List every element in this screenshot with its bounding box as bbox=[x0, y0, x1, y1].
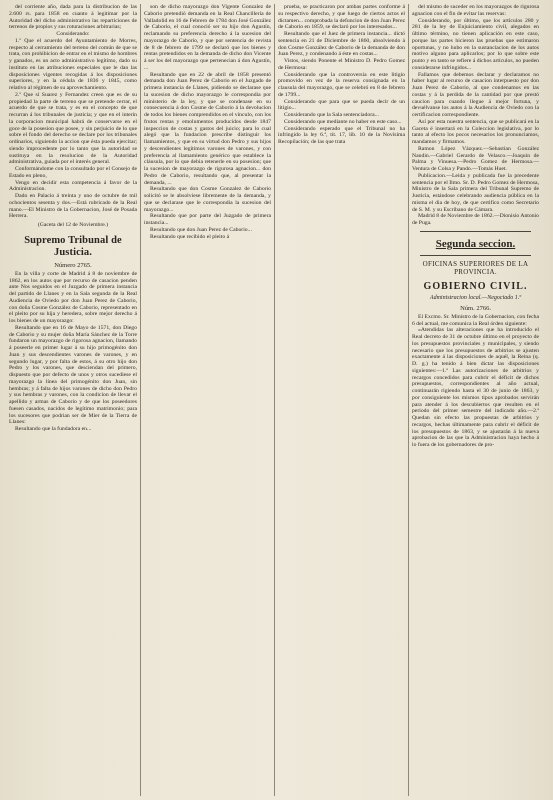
gazette-reference: (Gaceta del 12 de Noviembre.) bbox=[37, 222, 109, 228]
divider bbox=[420, 231, 531, 232]
paragraph: Resultando que el Juez de primera instancia... dictó sentencia en 21 de Diciembre de 1860, absolviendo á don Cosme González de Caborio de la demanda de don Juan Perez, y condenando á éste en costas... bbox=[278, 31, 405, 58]
paragraph: Considerando que mediante no haber en este caso... bbox=[284, 118, 402, 125]
paragraph: prueba, se practicaron por ambas partes conforme á su respectivo derecho, y que luego de ciertos actos el dictamen... comprobada la defuncion de don Juan Perez de Caborio en 1859, se declaró por los interesados... bbox=[278, 4, 405, 31]
paragraph: Considerando esperado que el Tribunal no ha infringido la ley 6.ª, tít. 17, lib. 10 de la Novísima Recopilación; de las que trata bbox=[278, 125, 405, 145]
paragraph: Resultando que don Cosme Gonzalez de Caborio solicitó se le absolviese libremente de la demanda, y que se declarase que le correspondia la sucesion del mayorazgo... bbox=[144, 186, 271, 213]
subsection-heading: OFICINAS SUPERIORES DE LA PROVINCIA. bbox=[422, 259, 529, 277]
paragraph: Publicacion.—Leida y publicada fue la precedente sentencia por el Ilmo. Sr. D. Pedro Gomez de Hermosa, Ministro de la Sala primera del Tribunal Supremo de Justicia, estándose celebrando audiencia pública en la misma el dia de hoy, de que certifico como Secretario de S. M. y su Escribano de Cámara. bbox=[412, 172, 539, 213]
paragraph: Dado en Palacio á treinta y uno de octubre de mil ochocientos sesenta y dos.—Está rubricado de la Real mano.—El Ministro de la Gobernacion, José de Posada Herrera. bbox=[9, 193, 137, 220]
paragraph: Vistos, siendo Ponente el Ministro D. Pedro Gomez de Hermosa: bbox=[278, 58, 405, 71]
paragraph: El Excmo. Sr. Ministro de la Gobernacion, con fecha 6 del actual, me comunica la Real órden siguiente: bbox=[412, 313, 539, 327]
column-3 bbox=[274, 4, 408, 796]
paragraph: «Atendidas las alteraciones que ha introducido el Real decreto de 31 de octubre último en el proyecto de los presupuestos provinciales y municipales, y siendo necesario que los presupuestos de arbitrios se ajusten exactamente á las disposiciones de aquél, la Reina (q. D. g.) ha tenido á bien dictar las disposiciones siguientes:—1.ª Las autorizaciones de arbitrios y recargos concedidos para cubrir el déficit de dichos presupuestos, correspondientes al año actual, continuarán rigiendo hasta el 30 de junio de 1863, y por consiguiente los mismos tipos aprobados servirán para atender á los descubiertos que resulten en el periodo del primer semestre del indicado año.—2.ª Quedan sin efecto las propuestas de arbitrios y recargos, hechas últimamente para cubrir el déficit de los presupuestos de 1863, y se ajustarán á la nueva aprobacion de las que la Administracion haya hecho á lo fuera de los gobernadores de pro- bbox=[412, 327, 539, 448]
paragraph: Considerando que la controversia en este litigio promovido en vez de la reserva consignada en la clausula del mayorazgo, que se celebró en 8 de febrero de 1799... bbox=[278, 71, 405, 98]
paragraph: Fallamos que debemos declarar y declaramos no haber lugar al recurso de casacion interpuesto por don Juan Perez de Caborio, al que condenamos en las costas y á la perdida de la cantidad por que prestó caucion para cuando llegue á mejor fortuna, y devuélvanse los autos á la Audiencia de Oviedo con la certificacion correspondiente. bbox=[412, 71, 539, 118]
department-heading: GOBIERNO CIVIL. bbox=[423, 280, 528, 292]
paragraph: Así por esta nuestra sentencia, que se publicará en la Gaceta é insertará en la Coleccion legislativa, por lo tanto al efecto los pocos necesarios los pronunciamos, mandamos y firmamos. bbox=[412, 118, 539, 145]
paragraph: Resultando que la fundadora en... bbox=[15, 426, 92, 432]
paragraph: Resultando que don Juan Perez de Caborio... bbox=[150, 226, 252, 233]
paragraph: Considerando: bbox=[56, 31, 90, 37]
paragraph: Resultando que por parte del Juzgado de primera instancia... bbox=[144, 213, 271, 226]
paragraph: Considerando que la Sala sentenciadora... bbox=[284, 112, 379, 118]
item-number: Núm. 2766. bbox=[460, 304, 491, 312]
text-columns bbox=[6, 4, 547, 796]
column-2 bbox=[140, 4, 274, 796]
paragraph: Ramon López Vázquez.—Sebastian González Nandin.—Gabriel Gerardo de Velasco.—Joaquin de Palma y Vinuesa.—Pedro Gomez de Hermosa.—Ventura de Colsa y Pando.—Tomás Huet. bbox=[412, 145, 539, 172]
paragraph: Resultando que en 16 de Mayo de 1571, don Diego de Caborio y su mujer doña María Sánchez de la Torre fundaron un mayorazgo de rigorosa agnacion, llamando á poseerle en primer lugar á su hijo primogénito don Juan y sus descendientes varones de varones, y en segundo lugar, y por falta de estos, á su otro hijo don Pedro y los varones, que desciendan del primero, dispuesto que por defecto de unos y otros sucediese el mayorazgo la línea del primogénito don Juan, sin hembras; y á falta de hijos varones de dicho don Pedro y sus hembras y varones, con la condicion de llevar el apellido y armas de Caborio y de que los poseedores fuesen casados, nacidos de legítimo matrimonio; para los sucesores que podrian ser de Mier de la Tierra de Llanes: bbox=[9, 324, 137, 426]
paragraph: 2.º Que sí Suarez y Fernandez creen que es de su propiedad la parte de terreno que se pretende cerrar, el acuerdo de que se trata, y es en el concepto de que recurran á los tribunales de justicia; y que en el interin la corporacion municipal habrá de conservarse en el goce de la posesion que posee, y sin perjuicio de lo que sobre el fondo del derecho se declare por los tribunales ordinarios, siguiendo la accion que ésta pueda ejercitar; siendo improcedente por lo tanto que la autoridad se sustituya en la resolucion de la Autoridad administrativa, guiada por el interés general. bbox=[9, 91, 137, 166]
paragraph: Resultando que recibido el pleito á bbox=[150, 233, 230, 240]
paragraph: Considerando que para que se pueda decir de un litigio... bbox=[278, 98, 405, 112]
column-4 bbox=[408, 4, 542, 796]
item-number: Número 2765. bbox=[54, 261, 92, 269]
paragraph: En la villa y corte de Madrid á 8 de noviembre de 1862, en los autos que por recurso de casacion penden ante Nos seguidos en el Juzgado de primera instancia del partido de Llanes y en la Sala segunda de la Real Audiencia de Oviedo por don Juan Perez de Caborio, con doña Cosme González de Caborio, representado en el pleito por su hija y heredera, sobre mejor derecho á los bienes de un mayorazgo: bbox=[9, 270, 137, 324]
paragraph: Considerando, por último, que los artículos 280 y 281 de la ley de Enjuiciamiento civil, alegados en último término, no tienen aplicación en este caso, porque las partes hicieron las pruebas que estimaron oportunas, y no hubo en la sustanciacion de los autos motivo alguno para aplicarlos; por lo que sobre este punto y en tanto se refiere á dichos artículos, no pueden considerarse infringidos... bbox=[412, 17, 539, 71]
dateline: Madrid 8 de Noviembre de 1862.—Dionisio Antonio de Puga. bbox=[412, 213, 539, 226]
divider bbox=[420, 255, 531, 256]
paragraph: del corriente año, dada para la distribucion de las 2.600 rs. para 1858 en cuanto á legitimar por la Autoridad del dicho administrativo las reparticiones de terrenos de propios y sus roturaciones arbitrarias; bbox=[9, 4, 137, 31]
column-1 bbox=[6, 4, 140, 796]
section-heading: Supremo Tribunal de Justicia. bbox=[24, 234, 122, 258]
office-heading: Administracion local.—Negociado 1.º bbox=[429, 294, 522, 301]
paragraph: son de dicho mayorazgo don Vigente Gonzalez de Caborio pretendió demanda en la Real Chancillería de Valladolid en 16 de Febrero de 1784 don José González de Caborio, el cual conoció ser su hijo don Agustín, reclamando su preferencia derecho á la sucesion del mayorazgo de Caborio, y que por sentencia de revista de 8 de febrero de 1799 se declaró que los bienes y rentas pretendidos en la demanda de dicho don Vicente á ser los del mayorazgo que pertenecian á don Agustín, ... bbox=[144, 4, 271, 71]
paragraph: Resultando que en 22 de abril de 1858 presentó demanda don Juan Perez de Caborio en el Juzgado de primera instancia de Llanes, pidiendo se declarase que la sucesion de dicho mayorazgo le correspondia por ministerio de la ley, y que se condenase en su consecuencia á don Cosme de Caborio á la devolucion de todos los bienes comprendidos en el vínculo, con los frutos rentas y emolumentos producidos desde 1847 inspeccion de costas y gastos del juicio; para lo cual alegó que la fundacion prescribe distinguir los llamamientos, y que en su virtud don Pedro y sus hijos y descendientes legítimos varones de varones, y con preferencia al llamamiento genérico que establece la cláusula, por lo que debia retenerle en su posesion; que la sucesion de mayorazgo de rigurosa agnacion... don Pedro de Caborio, resultando que, al presentar la demanda, ... bbox=[144, 71, 271, 186]
paragraph: del mismo de suceder en los mayorazgos de rigurosa agnacion con el fin de evitar las reservas: bbox=[412, 4, 539, 17]
paragraph: 1.º Que el acuerdo del Ayuntamiento de Morres, respecto al cerramiento del terreno del común de que se trata, con prohibicion de entrar en el mismo de hombres y ganados, es un acto administrativo legítimo, dado su instituto en las atribuciones especiales que le dan las disposiciones vigentes recogidas á los disposiciones superiores, y en la cédula de 1836 y 1845, como relativo al régimen de su aprovechamiento. bbox=[9, 37, 137, 91]
paragraph: Vengo en decidir esta competencia á favor de la Administracion. bbox=[9, 179, 137, 193]
paragraph: Conformándome con la consultado por el Consejo de Estado en pleno, bbox=[9, 166, 137, 179]
section-heading: Segunda seccion. bbox=[435, 237, 516, 250]
